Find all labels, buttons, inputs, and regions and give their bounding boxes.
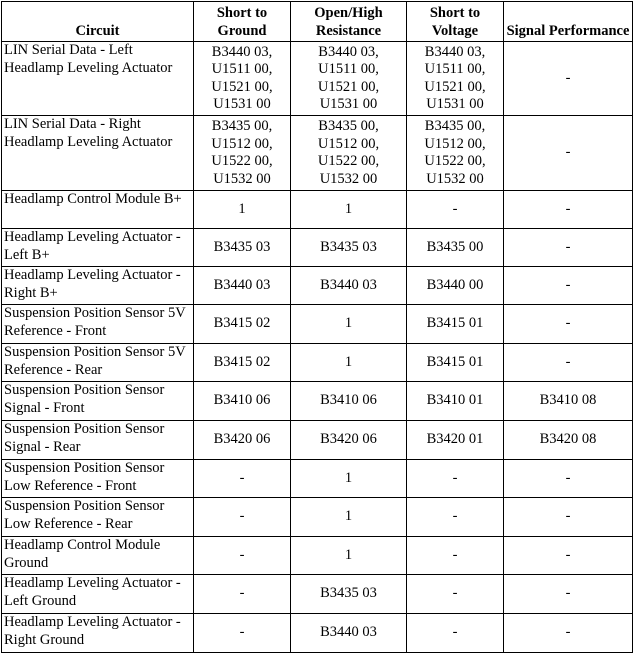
dtc-code: B3420 01 [426, 431, 484, 448]
dtc-code: B3435 00 [426, 238, 484, 255]
short-to-voltage-cell [407, 267, 504, 305]
short-to-ground-cell [194, 421, 291, 460]
dtc-code: B3440 00 [426, 276, 484, 293]
dtc-code: - [452, 469, 458, 486]
dtc-code: - [565, 69, 571, 86]
dtc-code: B3435 00, [424, 118, 486, 134]
table-row [2, 575, 633, 614]
dtc-code: B3410 08 [539, 392, 597, 409]
short-to-ground-cell [194, 382, 291, 421]
short-to-ground-cell [194, 575, 291, 614]
short-to-ground-cell [194, 229, 291, 267]
open-high-resistance-cell [291, 575, 407, 614]
table-row [2, 42, 633, 116]
dtc-code: U1522 00, [424, 153, 486, 169]
signal-performance-cell [504, 305, 633, 344]
dtc-code: - [565, 508, 571, 525]
circuit-name-cell: Headlamp Leveling Actuator - Right B+ [2, 267, 194, 305]
short-to-ground-cell [194, 116, 291, 191]
signal-performance-cell [504, 537, 633, 575]
short-to-voltage-cell [407, 42, 504, 116]
short-to-voltage-cell [407, 116, 504, 191]
table-row [2, 344, 633, 382]
dtc-code: U1531 00 [426, 96, 484, 112]
table-row [2, 267, 633, 305]
table-row [2, 498, 633, 537]
dtc-code: B3435 00, [211, 118, 273, 134]
dtc-code: U1521 00, [317, 78, 380, 95]
short-to-voltage-cell [407, 421, 504, 460]
circuit-name-cell: Suspension Position Sensor Low Reference - Rear [2, 498, 194, 537]
dtc-code: B3440 03 [320, 624, 377, 641]
header-row [2, 2, 633, 42]
open-high-resistance-cell [291, 229, 407, 267]
dtc-code: U1532 00 [426, 170, 484, 187]
header-short-to-voltage: Short to Voltage [407, 2, 504, 42]
dtc-code: - [565, 238, 571, 255]
dtc-code: 1 [344, 200, 353, 217]
dtc-code: B3435 03 [320, 238, 377, 255]
dtc-code: B3440 03, [211, 43, 273, 60]
open-high-resistance-cell [291, 382, 407, 421]
signal-performance-cell [504, 229, 633, 267]
signal-performance-cell [504, 614, 633, 653]
open-high-resistance-cell [291, 42, 407, 116]
table-row [2, 614, 633, 653]
dtc-code: - [452, 585, 458, 602]
dtc-code: - [452, 508, 458, 525]
dtc-code: B3420 06 [320, 431, 377, 448]
header-open-high-resistance: Open/High Resistance [291, 2, 407, 42]
short-to-voltage-cell [407, 191, 504, 229]
dtc-code: B3440 03, [424, 43, 486, 60]
table-row [2, 537, 633, 575]
open-high-resistance-cell [291, 267, 407, 305]
signal-performance-cell [504, 191, 633, 229]
circuit-name-cell: Headlamp Leveling Actuator - Left Ground [2, 575, 194, 614]
dtc-code: - [565, 315, 571, 332]
header-circuit: Circuit [2, 2, 194, 42]
dtc-code: U1512 00, [424, 135, 486, 152]
dtc-code: B3415 02 [213, 315, 271, 332]
short-to-ground-cell [194, 42, 291, 116]
dtc-code: - [239, 585, 245, 602]
table-row [2, 191, 633, 229]
signal-performance-cell [504, 498, 633, 537]
table-body [2, 42, 633, 653]
open-high-resistance-cell [291, 305, 407, 344]
dtc-code: B3420 06 [213, 431, 271, 448]
table-row [2, 382, 633, 421]
dtc-code: 1 [238, 200, 246, 217]
dtc-code: 1 [344, 469, 353, 486]
table-row [2, 305, 633, 344]
table-row [2, 460, 633, 498]
dtc-code: B3410 01 [426, 392, 484, 409]
dtc-code: U1511 00, [211, 61, 273, 77]
open-high-resistance-cell [291, 460, 407, 498]
dtc-code: U1531 00 [213, 96, 271, 112]
short-to-ground-cell [194, 498, 291, 537]
circuit-name-cell: Headlamp Leveling Actuator - Left B+ [2, 229, 194, 267]
open-high-resistance-cell [291, 191, 407, 229]
short-to-voltage-cell [407, 229, 504, 267]
signal-performance-cell [504, 42, 633, 116]
dtc-code: B3440 03 [320, 276, 377, 293]
dtc-code: - [239, 546, 245, 563]
open-high-resistance-cell [291, 421, 407, 460]
dtc-code: B3435 00, [318, 118, 379, 134]
circuit-name-cell: Suspension Position Sensor Signal - Front [2, 382, 194, 421]
circuit-name-cell: Headlamp Leveling Actuator - Right Ground [2, 614, 194, 653]
open-high-resistance-cell [291, 537, 407, 575]
short-to-voltage-cell [407, 382, 504, 421]
short-to-ground-cell [194, 537, 291, 575]
short-to-ground-cell [194, 267, 291, 305]
table-row [2, 116, 633, 191]
dtc-code: - [452, 200, 458, 217]
dtc-code: U1511 00, [424, 61, 486, 77]
open-high-resistance-cell [291, 614, 407, 653]
circuit-name-cell: LIN Serial Data - Left Headlamp Leveling Actuator [2, 42, 194, 116]
short-to-voltage-cell [407, 460, 504, 498]
dtc-code: B3420 08 [539, 431, 597, 448]
short-to-ground-cell [194, 460, 291, 498]
open-high-resistance-cell [291, 116, 407, 191]
table-row [2, 229, 633, 267]
dtc-code: U1522 00, [317, 153, 380, 169]
circuit-name-cell: Suspension Position Sensor Signal - Rear [2, 421, 194, 460]
short-to-voltage-cell [407, 575, 504, 614]
dtc-code: B3435 03 [320, 585, 377, 602]
short-to-ground-cell [194, 344, 291, 382]
dtc-code: - [565, 585, 571, 602]
signal-performance-cell [504, 575, 633, 614]
dtc-code: B3415 01 [426, 353, 484, 370]
short-to-voltage-cell [407, 498, 504, 537]
dtc-code: B3415 02 [213, 353, 271, 370]
short-to-ground-cell [194, 305, 291, 344]
dtc-code: - [239, 624, 245, 641]
dtc-code: - [565, 546, 571, 563]
dtc-code: U1522 00, [211, 153, 273, 169]
dtc-code: B3410 06 [320, 392, 377, 409]
signal-performance-cell [504, 267, 633, 305]
dtc-code: 1 [344, 546, 353, 563]
dtc-code: - [239, 469, 245, 486]
dtc-code: U1521 00, [211, 78, 273, 95]
dtc-code: - [565, 276, 571, 293]
table-row [2, 421, 633, 460]
circuit-name-cell: Suspension Position Sensor 5V Reference - Front [2, 305, 194, 344]
dtc-code: - [565, 144, 571, 161]
dtc-code: - [565, 624, 571, 641]
dtc-code: B3435 03 [213, 238, 271, 255]
dtc-code: U1532 00 [213, 170, 271, 187]
header-short-to-ground: Short to Ground [194, 2, 291, 42]
short-to-voltage-cell [407, 305, 504, 344]
dtc-code: U1531 00 [319, 96, 378, 112]
dtc-code: B3410 06 [213, 392, 271, 409]
dtc-code: - [565, 469, 571, 486]
dtc-code: U1512 00, [211, 135, 273, 152]
short-to-ground-cell [194, 191, 291, 229]
dtc-code: B3440 03 [213, 276, 271, 293]
dtc-code: - [565, 353, 571, 370]
signal-performance-cell [504, 382, 633, 421]
dtc-code: - [452, 624, 458, 641]
dtc-code: - [239, 508, 245, 525]
dtc-code: U1532 00 [319, 170, 378, 187]
short-to-voltage-cell [407, 537, 504, 575]
dtc-code: U1512 00, [317, 135, 380, 152]
circuit-name-cell: Suspension Position Sensor Low Reference - Front [2, 460, 194, 498]
short-to-voltage-cell [407, 614, 504, 653]
circuit-name-cell: Headlamp Control Module B+ [2, 191, 194, 229]
dtc-circuit-table [1, 1, 633, 653]
signal-performance-cell [504, 421, 633, 460]
dtc-code: - [565, 200, 571, 217]
dtc-code: B3415 01 [426, 315, 484, 332]
dtc-code: - [452, 546, 458, 563]
dtc-code: 1 [344, 315, 353, 332]
short-to-voltage-cell [407, 344, 504, 382]
circuit-name-cell: Headlamp Control Module Ground [2, 537, 194, 575]
dtc-code: U1511 00, [318, 61, 379, 77]
open-high-resistance-cell [291, 498, 407, 537]
dtc-code: 1 [344, 508, 353, 525]
dtc-code: B3440 03, [318, 43, 379, 60]
signal-performance-cell [504, 116, 633, 191]
open-high-resistance-cell [291, 344, 407, 382]
circuit-name-cell: Suspension Position Sensor 5V Reference - Rear [2, 344, 194, 382]
circuit-name-cell: LIN Serial Data - Right Headlamp Leveling Actuator [2, 116, 194, 191]
signal-performance-cell [504, 344, 633, 382]
header-signal-performance: Signal Performance [504, 2, 633, 42]
dtc-code: 1 [344, 353, 353, 370]
short-to-ground-cell [194, 614, 291, 653]
signal-performance-cell [504, 460, 633, 498]
dtc-code: U1521 00, [424, 78, 486, 95]
